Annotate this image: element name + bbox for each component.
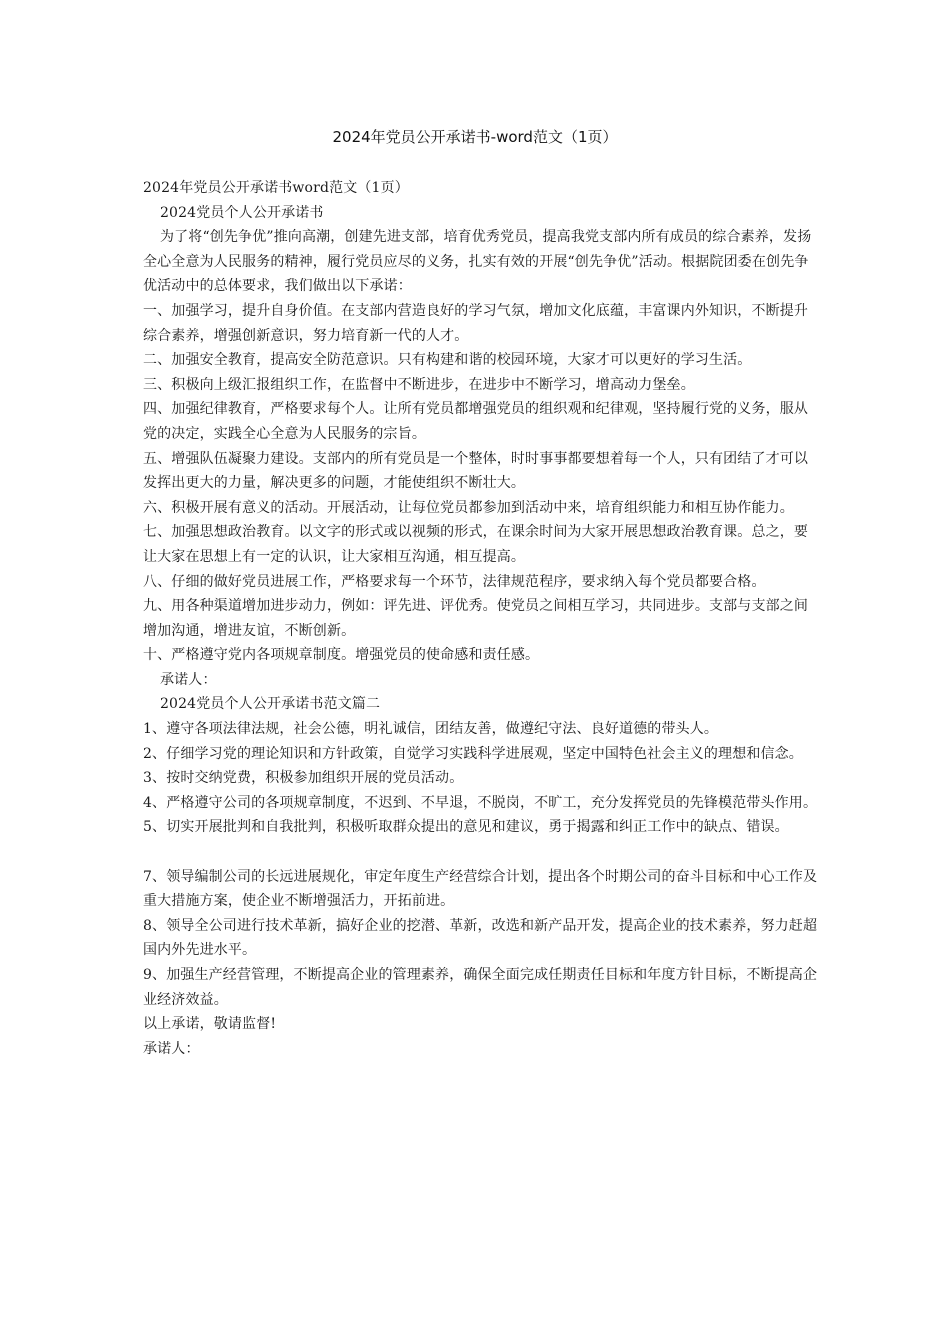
document-body — [143, 176, 819, 1061]
commitment-item: 5、切实开展批判和自我批判，积极听取群众提出的意见和建议，勇于揭露和纠正工作中的缺点、错误。 — [143, 819, 789, 836]
commitment-item: 七、加强思想政治教育。以文字的形式或以视频的形式，在课余时间为大家开展思想政治教育课。总之，要让大家在思想上有一定的认识，让大家相互沟通，相互提高。 — [143, 524, 809, 565]
signer-label: 承诺人： — [160, 671, 217, 688]
commitment-item: 2、仔细学习党的理论知识和方针政策，自觉学习实践科学进展观，坚定中国特色社会主义的理想和信念。 — [143, 745, 803, 762]
closing-line: 以上承诺，敬请监督! — [143, 1016, 277, 1033]
commitment-item: 三、积极向上级汇报组织工作，在监督中不断进步，在进步中不断学习，增高动力堡垒。 — [143, 376, 695, 393]
commitment-item: 4、严格遵守公司的各项规章制度，不迟到、不早退，不脱岗，不旷工，充分发挥党员的先锋模范带头作用。 — [143, 794, 818, 811]
section-title: 2024党员个人公开承诺书 — [160, 204, 324, 221]
intro-paragraph: 为了将“创先争优”推向高潮，创建先进支部，培育优秀党员，提高我党支部内所有成员的综合素养，发扬全心全意为人民服务的精神，履行党员应尽的义务，扎实有效的开展“创先争优”活动。根据院团委在创先争优活动中的总体要求，我们做出以下承诺： — [143, 229, 812, 295]
commitment-item: 7、领导编制公司的长远进展规化，审定年度生产经营综合计划，提出各个时期公司的奋斗目标和中心工作及重大措施方案，使企业不断增强活力，开拓前进。 — [143, 868, 818, 910]
doc-heading: 2024年党员公开承诺书word范文（1页） — [143, 180, 409, 196]
commitment-item: 五、增强队伍凝聚力建设。支部内的所有党员是一个整体，时时事事都要想着每一个人，只有团结了才可以发挥出更大的力量，解决更多的问题，才能使组织不断壮大。 — [143, 450, 809, 492]
commitment-item: 9、加强生产经营管理，不断提高企业的管理素养，确保全面完成任期责任目标和年度方针目标，不断提高企业经济效益。 — [143, 967, 818, 1008]
commitment-item: 1、遵守各项法律法规，社会公德，明礼诚信，团结友善，做遵纪守法、良好道德的带头人。 — [143, 721, 719, 738]
commitment-item: 四、加强纪律教育，严格要求每个人。让所有党员都增强党员的组织观和纪律观，坚持履行党的义务，服从党的决定，实践全心全意为人民服务的宗旨。 — [143, 401, 809, 442]
commitment-item: 二、加强安全教育，提高安全防范意识。只有构建和谐的校园环境，大家才可以更好的学习生活。 — [143, 352, 752, 369]
commitment-item: 一、加强学习，提升自身价值。在支部内营造良好的学习气氛，增加文化底蕴，丰富课内外知识，不断提升综合素养，增强创新意识，努力培育新一代的人才。 — [143, 302, 809, 344]
commitment-item: 十、严格遵守党内各项规章制度。增强党员的使命感和责任感。 — [143, 647, 540, 664]
signer-label: 承诺人： — [143, 1040, 200, 1057]
blank-line — [143, 840, 819, 865]
commitment-item: 3、按时交纳党费，积极参加组织开展的党员活动。 — [143, 770, 464, 787]
section-title: 2024党员个人公开承诺书范文篇二 — [160, 696, 381, 713]
commitment-item: 8、领导全公司进行技术革新，搞好企业的挖潜、革新，改选和新产品开发，提高企业的技术素养，努力赶超国内外先进水平。 — [143, 917, 818, 959]
commitment-item: 九、用各种渠道增加进步动力，例如：评先进、评优秀。使党员之间相互学习，共同进步。支部与支部之间增加沟通，增进友谊，不断创新。 — [143, 598, 809, 639]
commitment-item: 八、仔细的做好党员进展工作，严格要求每一个环节，法律规范程序，要求纳入每个党员都要合格。 — [143, 573, 766, 590]
commitment-item: 六、积极开展有意义的活动。开展活动，让每位党员都参加到活动中来，培育组织能力和相互协作能力。 — [143, 499, 794, 516]
page-title: 2024年党员公开承诺书-word范文（1页） — [332, 128, 618, 146]
